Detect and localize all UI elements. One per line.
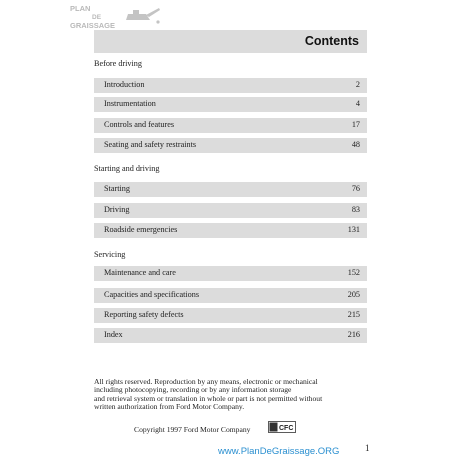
toc-label: Seating and safety restraints xyxy=(104,140,197,149)
cfc-logo-text: CFC xyxy=(279,425,294,432)
logo-text-plan: PLAN xyxy=(70,4,91,13)
toc-label: Starting xyxy=(104,184,130,193)
page-title: Contents xyxy=(304,34,359,48)
cfc-free-logo xyxy=(268,421,296,433)
toc-label: Index xyxy=(104,330,123,339)
toc-label: Reporting safety defects xyxy=(104,310,184,319)
toc-page-number: 205 xyxy=(347,290,360,299)
toc-page-number: 215 xyxy=(347,310,360,319)
legal-notice xyxy=(94,378,384,412)
logo-text-de: DE xyxy=(92,14,102,21)
page-number: 1 xyxy=(365,443,370,453)
toc-page-number: 216 xyxy=(347,330,360,339)
contents-header xyxy=(94,30,367,53)
toc-label: Controls and features xyxy=(104,120,175,129)
toc-row-introduction[interactable] xyxy=(94,78,367,93)
toc-page-number: 76 xyxy=(351,184,360,193)
legal-line: written authorization from Ford Motor Company. xyxy=(94,402,245,412)
section-heading-servicing: Servicing xyxy=(94,250,126,259)
plan-de-graissage-logo xyxy=(62,2,166,30)
section-heading-starting-and-driving: Starting and driving xyxy=(94,164,160,173)
toc-label: Introduction xyxy=(104,80,145,89)
toc-row-reporting-safety-defects[interactable] xyxy=(94,308,367,323)
logo-text-graissage: GRAISSAGE xyxy=(70,21,116,30)
toc-row-capacities-and-specifications[interactable] xyxy=(94,288,367,303)
toc-label: Roadside emergencies xyxy=(104,225,178,234)
toc-page-number: 2 xyxy=(355,80,360,89)
toc-label: Capacities and specifications xyxy=(104,290,200,299)
toc-label: Instrumentation xyxy=(104,99,156,108)
section-heading-before-driving: Before driving xyxy=(94,59,142,68)
toc-page-number: 48 xyxy=(351,140,360,149)
toc-row-roadside-emergencies[interactable] xyxy=(94,223,367,238)
toc-page-number: 131 xyxy=(347,225,360,234)
legal-line: and retrieval system or translation in whole or part is not permitted without xyxy=(94,393,323,403)
toc-label: Maintenance and care xyxy=(104,268,176,277)
toc-row-driving[interactable] xyxy=(94,203,367,218)
toc-row-index[interactable] xyxy=(94,328,367,343)
legal-line: including photocopying, recording or by any information storage xyxy=(94,385,292,395)
copyright-notice: Copyright 1997 Ford Motor Company xyxy=(134,425,251,434)
toc-row-controls-and-features[interactable] xyxy=(94,118,367,133)
legal-line: All rights reserved. Reproduction by any means, electronic or mechanical xyxy=(94,377,318,386)
toc-page-number: 83 xyxy=(351,205,360,214)
toc-page-number: 152 xyxy=(347,268,360,277)
toc-label: Driving xyxy=(104,205,130,214)
toc-row-seating-and-safety-restraints[interactable] xyxy=(94,138,367,153)
watermark-url: www.PlanDeGraissage.ORG xyxy=(218,446,340,457)
toc-row-instrumentation[interactable] xyxy=(94,97,367,112)
toc-row-maintenance-and-care[interactable] xyxy=(94,266,367,281)
toc-page-number: 17 xyxy=(351,120,360,129)
toc-row-starting[interactable] xyxy=(94,182,367,197)
toc-page-number: 4 xyxy=(355,99,360,108)
